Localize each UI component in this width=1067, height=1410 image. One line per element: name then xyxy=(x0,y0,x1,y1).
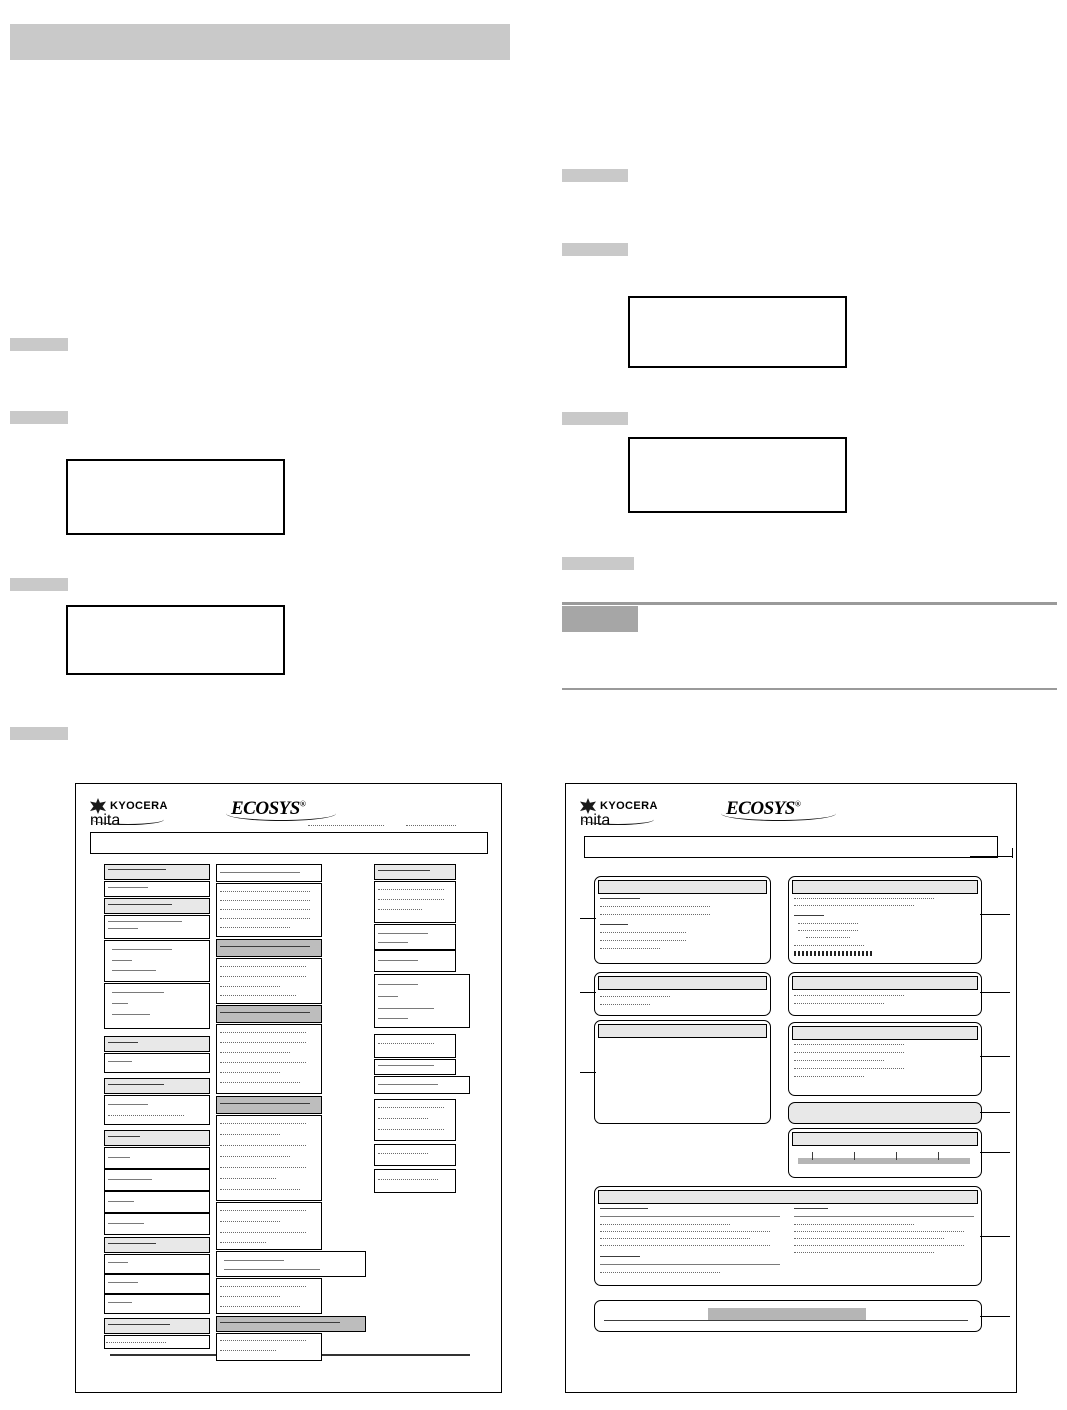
report-row-11 xyxy=(104,1254,210,1274)
report-col2-row-3 xyxy=(216,958,322,1004)
report-row-7 xyxy=(104,1147,210,1169)
section-marker-3 xyxy=(10,578,68,591)
callout-7 xyxy=(980,1236,1010,1237)
service-block-a-header xyxy=(598,880,767,894)
report-section-3 xyxy=(104,1036,210,1052)
report-col3-row-7 xyxy=(374,1076,470,1094)
report-col2-section-3 xyxy=(216,1096,322,1114)
report-section-7 xyxy=(104,1318,210,1334)
report-col3-row-9 xyxy=(374,1144,456,1166)
callout-8 xyxy=(980,1316,1010,1317)
report-col2-row-4 xyxy=(216,1024,322,1094)
report-col2-row-7 xyxy=(216,1251,366,1277)
section-marker-8 xyxy=(562,557,634,570)
report-row-1 xyxy=(104,881,210,897)
brand-sub-wordmark: mita xyxy=(90,812,121,829)
logo-swoosh-icon xyxy=(582,814,654,825)
report-col3-row-8 xyxy=(374,1099,456,1141)
callout-3 xyxy=(980,992,1010,993)
report-col3-row-4 xyxy=(374,974,470,1028)
report-col3-row-6 xyxy=(374,1059,456,1075)
report-section-1 xyxy=(104,864,210,880)
report-row-9 xyxy=(104,1191,210,1213)
report-col2-row-9 xyxy=(216,1333,322,1361)
section-marker-1 xyxy=(10,338,68,351)
report-row-4 xyxy=(104,983,210,1029)
note-box-2 xyxy=(66,605,285,675)
report-col3-row-2 xyxy=(374,924,456,950)
report-row-13 xyxy=(104,1294,210,1314)
report-col3-row-1 xyxy=(374,881,456,923)
callout-left-1 xyxy=(580,918,596,919)
service-block-f-header xyxy=(792,1026,978,1040)
report-row-2 xyxy=(104,915,210,939)
report-col2-section-2 xyxy=(216,1005,322,1023)
report-col3-row-10 xyxy=(374,1169,456,1193)
ecosys-swoosh-icon xyxy=(226,806,336,821)
report-col2-section-4 xyxy=(216,1316,366,1332)
service-status-page-sample-right xyxy=(565,783,1017,1393)
brand-wordmark: KYOCERA xyxy=(110,799,168,812)
section-marker-7 xyxy=(562,412,628,425)
callout-left-2 xyxy=(580,992,596,993)
service-block-e-header xyxy=(792,976,978,990)
section-heading-chip xyxy=(562,606,638,632)
section-marker-5 xyxy=(562,169,628,182)
status-page-sample-left xyxy=(75,783,502,1393)
callout-5 xyxy=(980,1112,1010,1113)
logo-swoosh-icon xyxy=(92,814,164,825)
report-row-5 xyxy=(104,1053,210,1073)
report-col3-section-1 xyxy=(374,864,456,880)
callout-1 xyxy=(970,856,1012,857)
callout-1-stem xyxy=(1012,848,1013,858)
callout-left-3 xyxy=(580,1072,596,1073)
report-col3-row-5 xyxy=(374,1034,456,1058)
report-section-2 xyxy=(104,898,210,914)
footer-grey-field xyxy=(708,1308,866,1320)
ecosys-wordmark-icon: ECOSYS® xyxy=(726,798,801,819)
service-block-g xyxy=(788,1102,982,1124)
report-row-12 xyxy=(104,1274,210,1294)
service-block-b-header xyxy=(598,976,767,990)
scale-bar xyxy=(798,1158,970,1164)
section-marker-6 xyxy=(562,243,628,256)
sheet-title-bar xyxy=(90,832,488,854)
callout-4 xyxy=(980,1056,1010,1057)
callout-6 xyxy=(980,1152,1010,1153)
ecosys-wordmark-icon: ECOSYS® xyxy=(231,798,306,819)
section-heading-rule-top xyxy=(562,602,1057,605)
note-box-1 xyxy=(66,459,285,535)
report-row-6 xyxy=(104,1095,210,1125)
note-box-4 xyxy=(628,437,847,513)
barcode-icon xyxy=(794,951,874,956)
report-col2-row-1 xyxy=(216,864,322,882)
report-section-6 xyxy=(104,1237,210,1253)
callout-2 xyxy=(980,914,1010,915)
section-heading-rule-bottom xyxy=(562,688,1057,690)
service-block-h-header xyxy=(792,1132,978,1146)
brand-sub-wordmark: mita xyxy=(580,812,611,829)
section-marker-4 xyxy=(10,727,68,740)
section-marker-2 xyxy=(10,411,68,424)
note-box-3 xyxy=(628,296,847,368)
sheet-title-bar xyxy=(584,836,998,858)
brand-wordmark: KYOCERA xyxy=(600,799,658,812)
section-banner xyxy=(10,24,510,60)
report-row-10 xyxy=(104,1213,210,1235)
report-section-5 xyxy=(104,1130,210,1146)
report-section-4 xyxy=(104,1078,210,1094)
service-block-d-header xyxy=(792,880,978,894)
report-col2-section-1 xyxy=(216,939,322,957)
service-block-bottom-header xyxy=(598,1190,978,1204)
report-row-8 xyxy=(104,1169,210,1191)
service-block-c-header xyxy=(598,1024,767,1038)
ecosys-swoosh-icon xyxy=(721,806,836,821)
report-col3-row-3 xyxy=(374,950,456,972)
report-row-3 xyxy=(104,940,210,982)
